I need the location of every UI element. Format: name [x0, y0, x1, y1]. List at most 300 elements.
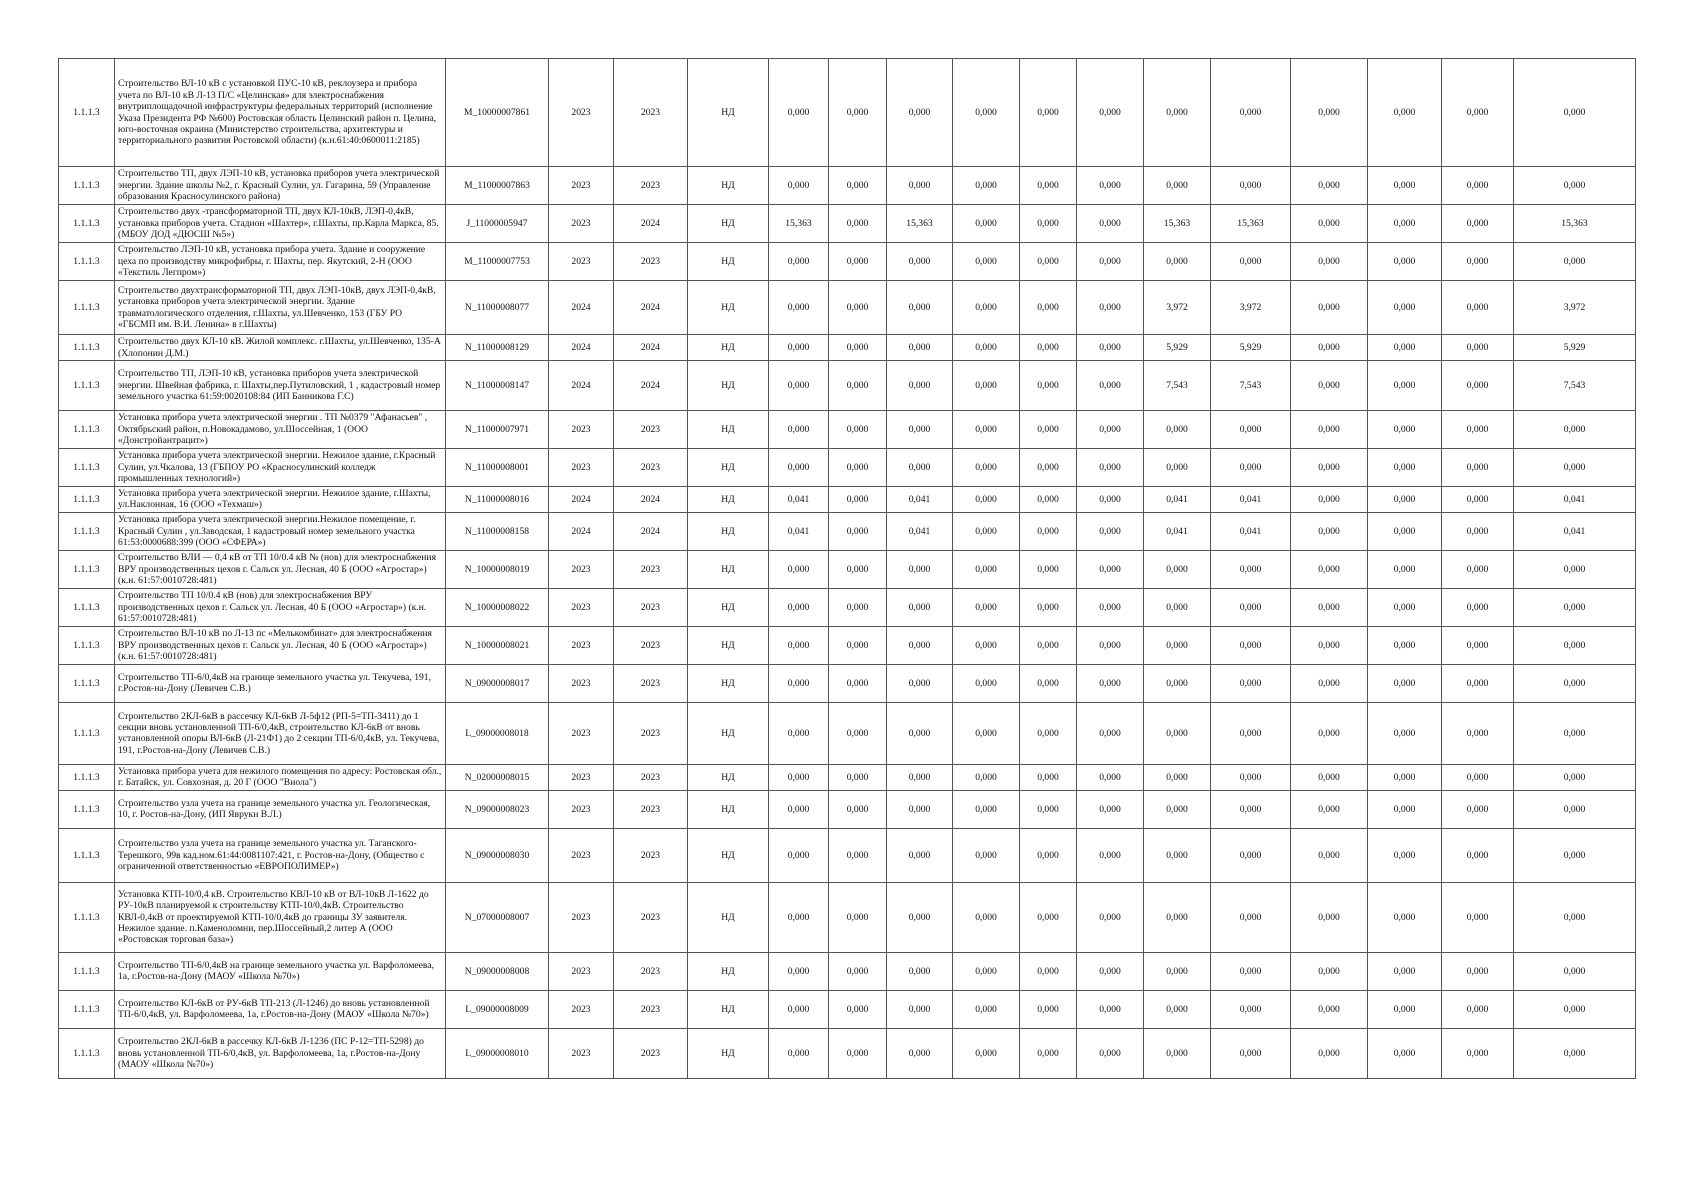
value-cell: 0,000 [1368, 59, 1442, 167]
value-cell: 0,000 [1077, 243, 1144, 281]
project-description-cell: Строительство ТП-6/0,4кВ на границе земельного участка ул. Текучева, 191, г.Ростов-на-Дону (Левичев С.В.) [115, 664, 446, 702]
value-cell: 0,000 [1144, 764, 1211, 790]
value-cell: 0,000 [953, 588, 1020, 626]
end-year-cell: 2023 [614, 990, 688, 1028]
value-cell: 0,000 [953, 550, 1020, 588]
value-cell: 0,000 [1442, 281, 1514, 335]
value-cell: 0,000 [1020, 790, 1077, 828]
value-cell: 0,000 [1442, 1028, 1514, 1078]
start-year-cell: 2023 [549, 588, 614, 626]
value-cell: 0,000 [769, 764, 829, 790]
status-cell: НД [688, 411, 769, 449]
value-cell: 0,000 [829, 335, 887, 361]
value-cell: 0,041 [887, 487, 953, 513]
project-code-cell: N_09000008023 [446, 790, 549, 828]
project-description-cell: Строительство двух -трансформаторной ТП, двух КЛ-10кВ, ЛЭП-0,4кВ, установка приборов учета. Стадион «Шахтер», г.Шахты, пр.Карла Маркса, 85. (МБОУ ДОД «ДЮСШ №5») [115, 205, 446, 243]
investment-program-table [58, 58, 1636, 1079]
value-cell: 0,041 [1144, 512, 1211, 550]
value-cell: 0,000 [1291, 361, 1368, 411]
value-cell: 0,000 [1442, 205, 1514, 243]
value-cell: 0,000 [1291, 512, 1368, 550]
value-cell: 0,000 [953, 882, 1020, 952]
value-cell: 0,000 [1211, 664, 1291, 702]
value-cell: 0,000 [1077, 59, 1144, 167]
status-cell: НД [688, 702, 769, 764]
value-cell: 0,000 [1144, 702, 1211, 764]
item-number-cell: 1.1.1.3 [59, 550, 115, 588]
value-cell: 0,000 [1368, 702, 1442, 764]
value-cell: 0,000 [953, 664, 1020, 702]
value-cell: 0,000 [1020, 205, 1077, 243]
value-cell: 0,000 [1291, 882, 1368, 952]
value-cell: 0,000 [1144, 626, 1211, 664]
item-number-cell: 1.1.1.3 [59, 205, 115, 243]
value-cell: 0,000 [953, 764, 1020, 790]
item-number-cell: 1.1.1.3 [59, 828, 115, 882]
value-cell: 0,000 [953, 449, 1020, 487]
project-code-cell: N_11000008077 [446, 281, 549, 335]
value-cell: 0,000 [829, 411, 887, 449]
value-cell: 0,000 [887, 281, 953, 335]
value-cell: 0,000 [1514, 702, 1636, 764]
project-description-cell: Строительство узла учета на границе земельного участка ул. Таганского-Терешкого, 99в кад.ном.61:44:0081107:421, г. Ростов-на-Дону, (Общество с ограниченной ответственностью «ЕВРОПОЛИМЕР») [115, 828, 446, 882]
value-cell: 0,000 [1368, 281, 1442, 335]
value-cell: 0,000 [829, 449, 887, 487]
value-cell: 0,041 [769, 487, 829, 513]
value-cell: 0,000 [1144, 990, 1211, 1028]
value-cell: 0,000 [887, 588, 953, 626]
value-cell: 0,000 [1144, 664, 1211, 702]
value-cell: 0,000 [1291, 487, 1368, 513]
value-cell: 0,000 [1077, 550, 1144, 588]
value-cell: 0,000 [1077, 487, 1144, 513]
table-row [59, 167, 1636, 205]
value-cell: 0,000 [1368, 764, 1442, 790]
value-cell: 0,000 [953, 281, 1020, 335]
value-cell: 0,000 [1020, 512, 1077, 550]
value-cell: 0,000 [953, 411, 1020, 449]
value-cell: 0,000 [1291, 588, 1368, 626]
end-year-cell: 2023 [614, 167, 688, 205]
value-cell: 0,000 [1077, 764, 1144, 790]
value-cell: 0,000 [1514, 1028, 1636, 1078]
value-cell: 0,000 [1291, 626, 1368, 664]
table-row [59, 702, 1636, 764]
value-cell: 0,000 [1442, 449, 1514, 487]
value-cell: 0,000 [1368, 828, 1442, 882]
table-row [59, 243, 1636, 281]
value-cell: 0,000 [1211, 411, 1291, 449]
item-number-cell: 1.1.1.3 [59, 790, 115, 828]
value-cell: 0,000 [887, 626, 953, 664]
value-cell: 7,543 [1211, 361, 1291, 411]
start-year-cell: 2023 [549, 167, 614, 205]
value-cell: 0,000 [1514, 626, 1636, 664]
start-year-cell: 2023 [549, 764, 614, 790]
value-cell: 0,000 [1077, 702, 1144, 764]
end-year-cell: 2023 [614, 790, 688, 828]
value-cell: 0,000 [1442, 764, 1514, 790]
value-cell: 0,000 [1144, 411, 1211, 449]
item-number-cell: 1.1.1.3 [59, 335, 115, 361]
value-cell: 0,000 [1020, 764, 1077, 790]
end-year-cell: 2024 [614, 361, 688, 411]
value-cell: 0,000 [829, 167, 887, 205]
value-cell: 0,000 [887, 411, 953, 449]
status-cell: НД [688, 1028, 769, 1078]
value-cell: 0,000 [887, 828, 953, 882]
end-year-cell: 2023 [614, 764, 688, 790]
value-cell: 0,000 [953, 990, 1020, 1028]
status-cell: НД [688, 205, 769, 243]
value-cell: 0,000 [829, 952, 887, 990]
value-cell: 0,000 [1514, 588, 1636, 626]
value-cell: 7,543 [1144, 361, 1211, 411]
value-cell: 0,041 [1211, 487, 1291, 513]
value-cell: 0,000 [1368, 411, 1442, 449]
value-cell: 0,000 [1291, 243, 1368, 281]
value-cell: 0,000 [1020, 411, 1077, 449]
value-cell: 0,041 [1514, 512, 1636, 550]
value-cell: 0,000 [769, 167, 829, 205]
item-number-cell: 1.1.1.3 [59, 1028, 115, 1078]
value-cell: 0,000 [887, 664, 953, 702]
value-cell: 0,000 [1514, 764, 1636, 790]
value-cell: 0,000 [1020, 167, 1077, 205]
value-cell: 0,000 [1442, 411, 1514, 449]
value-cell: 0,000 [953, 790, 1020, 828]
value-cell: 0,000 [1291, 828, 1368, 882]
item-number-cell: 1.1.1.3 [59, 411, 115, 449]
value-cell: 0,000 [1368, 626, 1442, 664]
value-cell: 0,000 [1442, 588, 1514, 626]
value-cell: 0,000 [1291, 702, 1368, 764]
value-cell: 0,000 [1211, 790, 1291, 828]
value-cell: 0,000 [1368, 588, 1442, 626]
project-code-cell: N_11000008001 [446, 449, 549, 487]
value-cell: 0,000 [1514, 167, 1636, 205]
value-cell: 0,000 [1077, 664, 1144, 702]
value-cell: 0,000 [829, 790, 887, 828]
value-cell: 0,041 [1144, 487, 1211, 513]
status-cell: НД [688, 167, 769, 205]
table-row [59, 882, 1636, 952]
status-cell: НД [688, 487, 769, 513]
value-cell: 0,000 [829, 664, 887, 702]
value-cell: 0,000 [829, 828, 887, 882]
project-description-cell: Строительство узла учета на границе земельного участка ул. Геологическая, 10, г. Ростов-на-Дону, (ИП Яврукн В.Л.) [115, 790, 446, 828]
value-cell: 0,000 [1514, 449, 1636, 487]
status-cell: НД [688, 550, 769, 588]
value-cell: 0,000 [1442, 361, 1514, 411]
item-number-cell: 1.1.1.3 [59, 167, 115, 205]
status-cell: НД [688, 281, 769, 335]
status-cell: НД [688, 361, 769, 411]
value-cell: 0,000 [1144, 882, 1211, 952]
value-cell: 3,972 [1144, 281, 1211, 335]
table-row [59, 990, 1636, 1028]
value-cell: 0,000 [953, 487, 1020, 513]
value-cell: 0,000 [1020, 449, 1077, 487]
value-cell: 0,000 [1291, 550, 1368, 588]
value-cell: 0,041 [887, 512, 953, 550]
project-code-cell: N_10000008019 [446, 550, 549, 588]
value-cell: 0,000 [1211, 59, 1291, 167]
value-cell: 0,000 [1514, 59, 1636, 167]
end-year-cell: 2023 [614, 828, 688, 882]
value-cell: 0,000 [1020, 952, 1077, 990]
start-year-cell: 2023 [549, 243, 614, 281]
value-cell: 7,543 [1514, 361, 1636, 411]
value-cell: 0,000 [1020, 626, 1077, 664]
end-year-cell: 2023 [614, 702, 688, 764]
value-cell: 0,000 [1020, 243, 1077, 281]
table-row [59, 664, 1636, 702]
value-cell: 0,000 [1144, 828, 1211, 882]
project-description-cell: Строительство ТП, двух ЛЭП-10 кВ, установка приборов учета электрической энергии. Здание школы №2, г. Красный Сулин, ул. Гагарина, 59 (Управление образования Красносулинского района) [115, 167, 446, 205]
project-code-cell: N_07000008007 [446, 882, 549, 952]
project-code-cell: N_11000007971 [446, 411, 549, 449]
value-cell: 0,000 [1077, 335, 1144, 361]
item-number-cell: 1.1.1.3 [59, 664, 115, 702]
value-cell: 0,000 [1077, 588, 1144, 626]
project-code-cell: L_09000008009 [446, 990, 549, 1028]
value-cell: 0,000 [1442, 512, 1514, 550]
value-cell: 5,929 [1514, 335, 1636, 361]
project-description-cell: Строительство двух КЛ-10 кВ. Жилой комплекс. г.Шахты, ул.Шевченко, 135-А (Хлопонин Д.М.) [115, 335, 446, 361]
project-code-cell: N_10000008021 [446, 626, 549, 664]
value-cell: 0,000 [953, 828, 1020, 882]
project-description-cell: Строительство ТП 10/0.4 кВ (нов) для электроснабжения ВРУ производственных цехов г. Сальск ул. Лесная, 40 Б (ООО «Агростар») (к.н. 61:57:0010728:481) [115, 588, 446, 626]
end-year-cell: 2024 [614, 205, 688, 243]
project-code-cell: N_11000008147 [446, 361, 549, 411]
value-cell: 0,000 [1020, 59, 1077, 167]
value-cell: 0,000 [1368, 487, 1442, 513]
value-cell: 0,000 [1211, 449, 1291, 487]
end-year-cell: 2024 [614, 281, 688, 335]
start-year-cell: 2023 [549, 828, 614, 882]
table-row [59, 361, 1636, 411]
status-cell: НД [688, 588, 769, 626]
value-cell: 0,000 [769, 882, 829, 952]
start-year-cell: 2024 [549, 335, 614, 361]
end-year-cell: 2023 [614, 550, 688, 588]
value-cell: 0,000 [1211, 828, 1291, 882]
project-description-cell: Строительство ВЛИ — 0,4 кВ от ТП 10/0.4 кВ № (нов) для электроснабжения ВРУ производственных цехов г. Сальск ул. Лесная, 40 Б (ООО «Агростар») (к.н. 61:57:0010728:481) [115, 550, 446, 588]
value-cell: 0,000 [1291, 790, 1368, 828]
start-year-cell: 2023 [549, 882, 614, 952]
value-cell: 0,000 [1442, 952, 1514, 990]
item-number-cell: 1.1.1.3 [59, 243, 115, 281]
item-number-cell: 1.1.1.3 [59, 702, 115, 764]
value-cell: 0,000 [1077, 952, 1144, 990]
value-cell: 0,000 [1020, 550, 1077, 588]
item-number-cell: 1.1.1.3 [59, 449, 115, 487]
value-cell: 0,000 [887, 882, 953, 952]
status-cell: НД [688, 512, 769, 550]
value-cell: 0,000 [829, 361, 887, 411]
value-cell: 0,000 [1368, 952, 1442, 990]
value-cell: 0,000 [1368, 550, 1442, 588]
value-cell: 0,000 [1442, 487, 1514, 513]
end-year-cell: 2023 [614, 588, 688, 626]
table-row [59, 1028, 1636, 1078]
value-cell: 0,000 [1514, 952, 1636, 990]
start-year-cell: 2024 [549, 281, 614, 335]
value-cell: 0,000 [1368, 990, 1442, 1028]
value-cell: 0,000 [829, 243, 887, 281]
value-cell: 0,000 [769, 550, 829, 588]
value-cell: 0,000 [1144, 952, 1211, 990]
value-cell: 0,000 [1368, 1028, 1442, 1078]
value-cell: 0,000 [953, 512, 1020, 550]
value-cell: 15,363 [1144, 205, 1211, 243]
start-year-cell: 2023 [549, 1028, 614, 1078]
value-cell: 0,000 [1291, 205, 1368, 243]
value-cell: 0,000 [1442, 243, 1514, 281]
value-cell: 0,000 [1514, 990, 1636, 1028]
value-cell: 0,000 [1020, 664, 1077, 702]
value-cell: 5,929 [1144, 335, 1211, 361]
project-code-cell: N_11000008016 [446, 487, 549, 513]
value-cell: 0,000 [1211, 626, 1291, 664]
value-cell: 0,000 [769, 1028, 829, 1078]
start-year-cell: 2023 [549, 411, 614, 449]
value-cell: 0,000 [953, 167, 1020, 205]
value-cell: 0,000 [829, 487, 887, 513]
value-cell: 0,000 [1077, 828, 1144, 882]
item-number-cell: 1.1.1.3 [59, 487, 115, 513]
table-row [59, 281, 1636, 335]
value-cell: 0,000 [829, 512, 887, 550]
item-number-cell: 1.1.1.3 [59, 626, 115, 664]
table-row [59, 59, 1636, 167]
start-year-cell: 2023 [549, 664, 614, 702]
status-cell: НД [688, 828, 769, 882]
project-code-cell: N_09000008017 [446, 664, 549, 702]
value-cell: 0,000 [1368, 664, 1442, 702]
end-year-cell: 2023 [614, 59, 688, 167]
item-number-cell: 1.1.1.3 [59, 764, 115, 790]
item-number-cell: 1.1.1.3 [59, 512, 115, 550]
value-cell: 0,000 [1144, 59, 1211, 167]
value-cell: 0,000 [887, 335, 953, 361]
project-description-cell: Строительство ВЛ-10 кВ с установкой ПУС-10 кВ, реклоузера и прибора учета по ВЛ-10 кВ Л-13 П/С «Целинская» для электроснабжения внутриплощадочной инфраструктуры федеральных территорий (исполнение Указа Президента РФ №600) Ростовская область Целинский район п. Целина, юго-восточная окраина (Министерство строительства, архитектуры и территориального развития Ростовской области) (к.н.61:40:0600011:2185) [115, 59, 446, 167]
project-description-cell: Установка прибора учета электрической энергии. Нежилое здание, г.Красный Сулин, ул.Чкалова, 13 (ГБПОУ РО «Красносулинский колледж промышленных технологий») [115, 449, 446, 487]
value-cell: 0,000 [769, 828, 829, 882]
end-year-cell: 2023 [614, 626, 688, 664]
status-cell: НД [688, 449, 769, 487]
project-description-cell: Строительство ВЛ-10 кВ по Л-13 пс «Мелькомбинат» для электроснабжения ВРУ производственных цехов г. Сальск ул. Лесная, 40 Б (ООО «Агростар») (к.н. 61:57:0010728:481) [115, 626, 446, 664]
end-year-cell: 2023 [614, 952, 688, 990]
value-cell: 0,000 [1077, 449, 1144, 487]
value-cell: 0,000 [769, 990, 829, 1028]
value-cell: 0,000 [1514, 664, 1636, 702]
start-year-cell: 2023 [549, 702, 614, 764]
value-cell: 0,000 [1211, 990, 1291, 1028]
value-cell: 0,000 [1020, 281, 1077, 335]
value-cell: 0,000 [1211, 1028, 1291, 1078]
value-cell: 0,000 [1020, 882, 1077, 952]
value-cell: 0,000 [1077, 205, 1144, 243]
item-number-cell: 1.1.1.3 [59, 281, 115, 335]
value-cell: 0,000 [1291, 335, 1368, 361]
project-code-cell: M_11000007753 [446, 243, 549, 281]
end-year-cell: 2024 [614, 512, 688, 550]
value-cell: 0,000 [1368, 335, 1442, 361]
value-cell: 0,000 [829, 281, 887, 335]
value-cell: 0,000 [953, 952, 1020, 990]
value-cell: 0,000 [1442, 59, 1514, 167]
project-description-cell: Установка прибора учета электрической энергии. Нежилое здание, г.Шахты, ул.Наклонная, 16 (ООО «Техмаш») [115, 487, 446, 513]
value-cell: 0,000 [829, 702, 887, 764]
value-cell: 0,000 [1368, 243, 1442, 281]
value-cell: 0,000 [953, 243, 1020, 281]
value-cell: 0,000 [953, 59, 1020, 167]
item-number-cell: 1.1.1.3 [59, 882, 115, 952]
value-cell: 0,000 [1442, 664, 1514, 702]
table-row [59, 764, 1636, 790]
start-year-cell: 2023 [549, 990, 614, 1028]
value-cell: 0,000 [1291, 411, 1368, 449]
value-cell: 0,000 [1020, 588, 1077, 626]
value-cell: 0,000 [1291, 59, 1368, 167]
value-cell: 0,000 [887, 449, 953, 487]
value-cell: 0,000 [1442, 828, 1514, 882]
status-cell: НД [688, 243, 769, 281]
project-code-cell: N_02000008015 [446, 764, 549, 790]
value-cell: 0,000 [887, 59, 953, 167]
end-year-cell: 2023 [614, 243, 688, 281]
value-cell: 0,000 [887, 990, 953, 1028]
table-row [59, 550, 1636, 588]
value-cell: 0,000 [1442, 990, 1514, 1028]
end-year-cell: 2024 [614, 487, 688, 513]
start-year-cell: 2023 [549, 59, 614, 167]
table-row [59, 828, 1636, 882]
table-row [59, 790, 1636, 828]
start-year-cell: 2023 [549, 205, 614, 243]
value-cell: 0,000 [1144, 1028, 1211, 1078]
value-cell: 0,041 [1514, 487, 1636, 513]
value-cell: 0,000 [887, 550, 953, 588]
project-description-cell: Строительство 2КЛ-6кВ в рассечку КЛ-6кВ Л-1236 (ПС Р-12=ТП-5298) до вновь установленной ТП-6/0,4кВ, ул. Варфоломеева, 1а, г.Ростов-на-Дону (МАОУ «Школа №70») [115, 1028, 446, 1078]
status-cell: НД [688, 59, 769, 167]
value-cell: 0,000 [1291, 281, 1368, 335]
value-cell: 0,000 [1442, 626, 1514, 664]
value-cell: 15,363 [1514, 205, 1636, 243]
value-cell: 0,000 [1077, 512, 1144, 550]
value-cell: 0,000 [1020, 1028, 1077, 1078]
project-description-cell: Установка КТП-10/0,4 кВ. Строительство КВЛ-10 кВ от ВЛ-10кВ Л-1622 до РУ-10кВ планируемой к строительству КТП-10/0,4кВ. Строительство КВЛ-0,4кВ от проектируемой КТП-10/0,4кВ до границы ЗУ заявителя. Нежилое здание. п.Каменоломни, пер.Шоссейный,2 литер А (ООО «Ростовская торговая база») [115, 882, 446, 952]
value-cell: 0,000 [1020, 990, 1077, 1028]
value-cell: 0,000 [1211, 952, 1291, 990]
value-cell: 0,000 [1144, 243, 1211, 281]
value-cell: 0,000 [1020, 702, 1077, 764]
value-cell: 0,000 [829, 882, 887, 952]
value-cell: 5,929 [1211, 335, 1291, 361]
status-cell: НД [688, 335, 769, 361]
value-cell: 0,000 [887, 243, 953, 281]
value-cell: 0,000 [1442, 550, 1514, 588]
value-cell: 0,000 [887, 702, 953, 764]
value-cell: 0,000 [1442, 335, 1514, 361]
project-description-cell: Установка прибора учета электрической энергии . ТП №0379 "Афанасьев" , Октябрьский район, п.Новокадамово, ул.Шоссейная, 1 (ООО «Донстройантрацит») [115, 411, 446, 449]
end-year-cell: 2023 [614, 411, 688, 449]
table-body [59, 59, 1636, 1079]
value-cell: 0,000 [953, 702, 1020, 764]
value-cell: 0,000 [1368, 205, 1442, 243]
